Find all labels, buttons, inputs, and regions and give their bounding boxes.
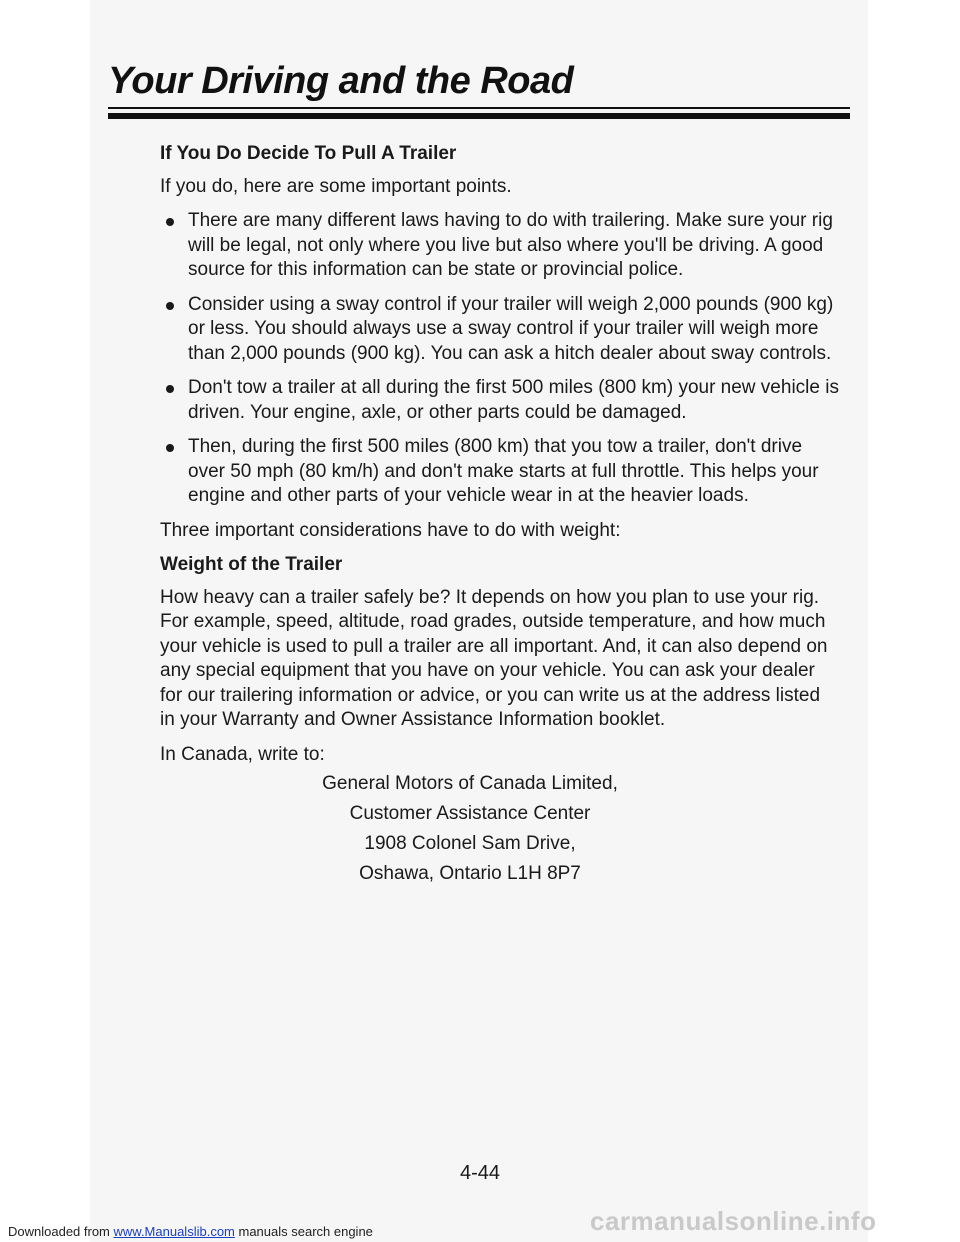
canada-line: In Canada, write to:	[160, 743, 325, 765]
bullet-item: Don't tow a trailer at all during the first 500 miles (800 km) your new vehicle is driven. Your engine, axle, or other parts could be damaged.	[160, 376, 840, 425]
mailing-address	[160, 769, 780, 889]
bullet-dot-icon	[166, 444, 174, 452]
bullet-item: Consider using a sway control if your trailer will weigh 2,000 pounds (900 kg) or less. You should always use a sway control if your trailer will weigh more than 2,000 pounds (900 kg). You can ask a hitch dealer about sway controls.	[160, 293, 840, 367]
section-heading: If You Do Decide To Pull A Trailer	[160, 143, 457, 164]
watermark-text: carmanualsonline.info	[590, 1206, 877, 1236]
bullet-list	[160, 209, 840, 509]
page-header-title: Your Driving and the Road	[108, 60, 574, 102]
page-content	[160, 132, 840, 889]
bullet-item: There are many different laws having to do with trailering. Make sure your rig will be legal, not only where you live but also where you'll be driving. A good source for this information can be state or provincial police.	[160, 209, 840, 283]
address-line: Oshawa, Ontario L1H 8P7	[359, 863, 581, 884]
section-closing: Three important considerations have to do with weight:	[160, 519, 621, 541]
address-line: Customer Assistance Center	[349, 803, 591, 824]
address-line: 1908 Colonel Sam Drive,	[364, 833, 576, 854]
weight-heading: Weight of the Trailer	[160, 554, 343, 575]
address-line: General Motors of Canada Limited,	[322, 773, 618, 794]
bullet-item: Then, during the first 500 miles (800 km) that you tow a trailer, don't drive over 50 mph (80 km/h) and don't make starts at full throttle. This helps your engine and other parts of your vehicle wear in at the heavier loads.	[160, 435, 840, 509]
bullet-dot-icon	[166, 385, 174, 393]
weight-body: How heavy can a trailer safely be? It depends on how you plan to use your rig. For example, speed, altitude, road grades, outside temperature, and how much your vehicle is used to pull a trailer are all important. And, it can also depend on any special equipment that you have on your vehicle. You can ask your dealer for our trailering information or advice, or you can write us at the address listed in your Warranty and Owner Assistance Information booklet.	[160, 586, 828, 730]
bullet-dot-icon	[166, 218, 174, 226]
section-intro: If you do, here are some important points.	[160, 175, 512, 197]
page-number: 4-44	[460, 1162, 501, 1184]
header-rule-thick	[108, 113, 850, 119]
download-footer: Downloaded from www.Manualslib.com manuals search engine	[8, 1224, 373, 1239]
manualslib-link[interactable]: www.Manualslib.com	[113, 1224, 235, 1239]
header-rule-thin	[108, 107, 850, 109]
bullet-dot-icon	[166, 302, 174, 310]
